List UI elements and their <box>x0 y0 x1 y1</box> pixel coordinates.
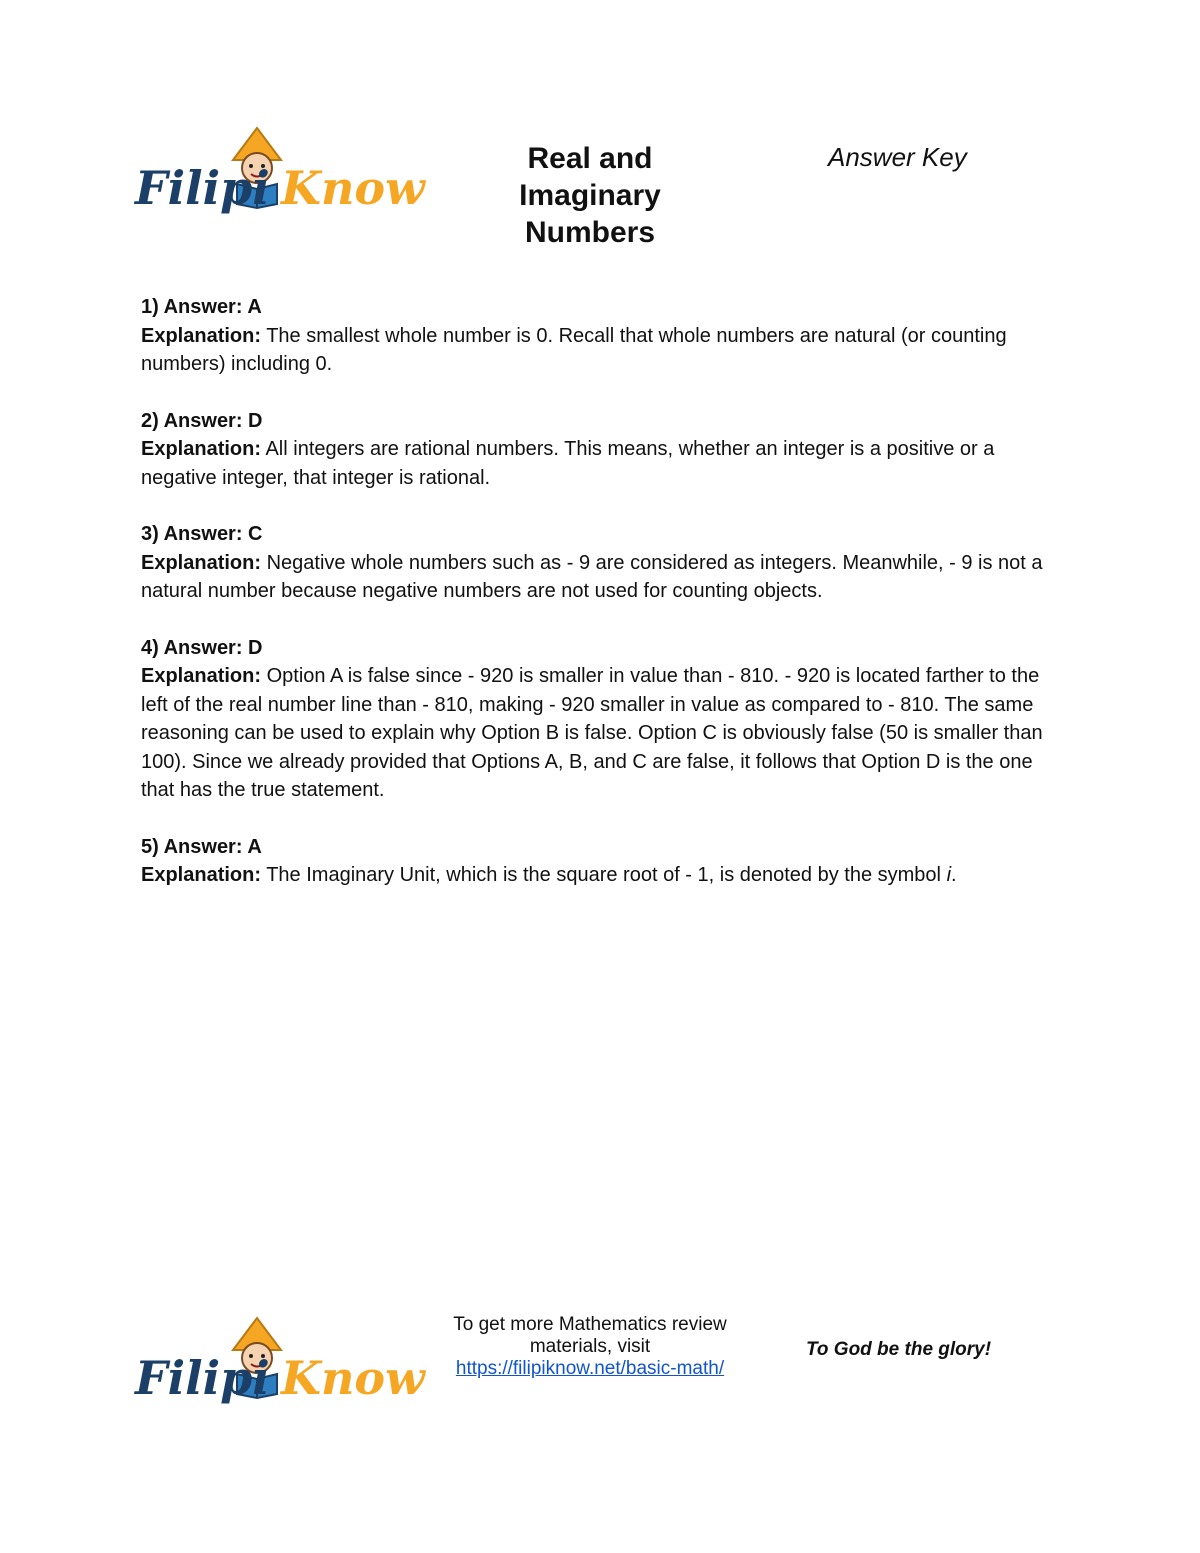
logo-graphic <box>133 1312 425 1412</box>
explanation <box>141 549 1071 606</box>
explanation-text: The Imaginary Unit, which is the square root of - 1, is denoted by the symbol <box>266 864 947 886</box>
footer-glory: To God be the glory! <box>806 1339 992 1360</box>
title-line-1: Real and <box>527 142 653 175</box>
title-line-3: Numbers <box>524 216 656 249</box>
explanation-label: Explanation: <box>141 665 262 687</box>
imaginary-unit-symbol: i <box>946 864 952 886</box>
title-line-2: Imaginary <box>519 179 661 212</box>
explanation <box>141 435 1071 492</box>
answer-item-2 <box>141 407 1071 493</box>
answer-item-5 <box>141 833 1071 890</box>
explanation <box>141 662 1071 805</box>
explanation-text: Option A is false since - 920 is smaller in value than - 810. - 920 is located farther to the left of the real number line than - 810, making - 920 smaller in value as compared to - 810. The same reasoning can be used to explain why Option B is false. Option C is obviously false (50 is smaller than 100). Since we already provided that Options A, B, and C are false, it follows that Option D is the one that has the true statement. <box>141 665 1043 801</box>
footer-review-note <box>430 1314 750 1380</box>
answer-item-1 <box>141 293 1071 379</box>
page-title <box>470 140 710 251</box>
logo-text-know: Know <box>281 161 425 215</box>
basic-math-link[interactable]: https://filipiknow.net/basic-math/ <box>455 1358 725 1379</box>
answer-list <box>141 293 1071 918</box>
explanation-text: Negative whole numbers such as - 9 are considered as integers. Meanwhile, - 9 is not a natural number because negative numbers are not used for counting objects. <box>141 551 1043 602</box>
logo-text-filipi: Filipi <box>135 1351 270 1405</box>
explanation-tail: . <box>951 864 957 886</box>
answer-heading: 3) Answer: C <box>141 523 263 545</box>
footer-line-1: To get more Mathematics review <box>453 1314 727 1335</box>
logo-text-filipi: Filipi <box>135 161 270 215</box>
answer-heading: 2) Answer: D <box>141 409 263 432</box>
answer-heading: 4) Answer: D <box>141 636 263 659</box>
explanation-label: Explanation: <box>141 551 262 574</box>
explanation-text: All integers are rational numbers. This means, whether an integer is a positive or a negative integer, that integer is rational. <box>141 438 995 489</box>
filipiknow-logo-bottom <box>133 1312 425 1412</box>
explanation-label: Explanation: <box>141 438 262 460</box>
answer-key-label: Answer Key <box>828 142 967 172</box>
answer-heading: 1) Answer: A <box>141 296 262 318</box>
explanation-text: The smallest whole number is 0. Recall that whole numbers are natural (or counting numbers) including 0. <box>141 324 1007 375</box>
answer-heading: 5) Answer: A <box>141 835 262 858</box>
explanation-label: Explanation: <box>141 324 262 347</box>
explanation-label: Explanation: <box>141 864 262 886</box>
answer-item-4 <box>141 634 1071 805</box>
filipiknow-logo-top <box>133 122 425 222</box>
answer-item-3 <box>141 520 1071 606</box>
explanation <box>141 861 1071 890</box>
logo-graphic <box>133 122 425 222</box>
explanation <box>141 322 1071 379</box>
logo-text-know: Know <box>281 1351 425 1405</box>
footer-line-2: materials, visit <box>529 1336 651 1357</box>
